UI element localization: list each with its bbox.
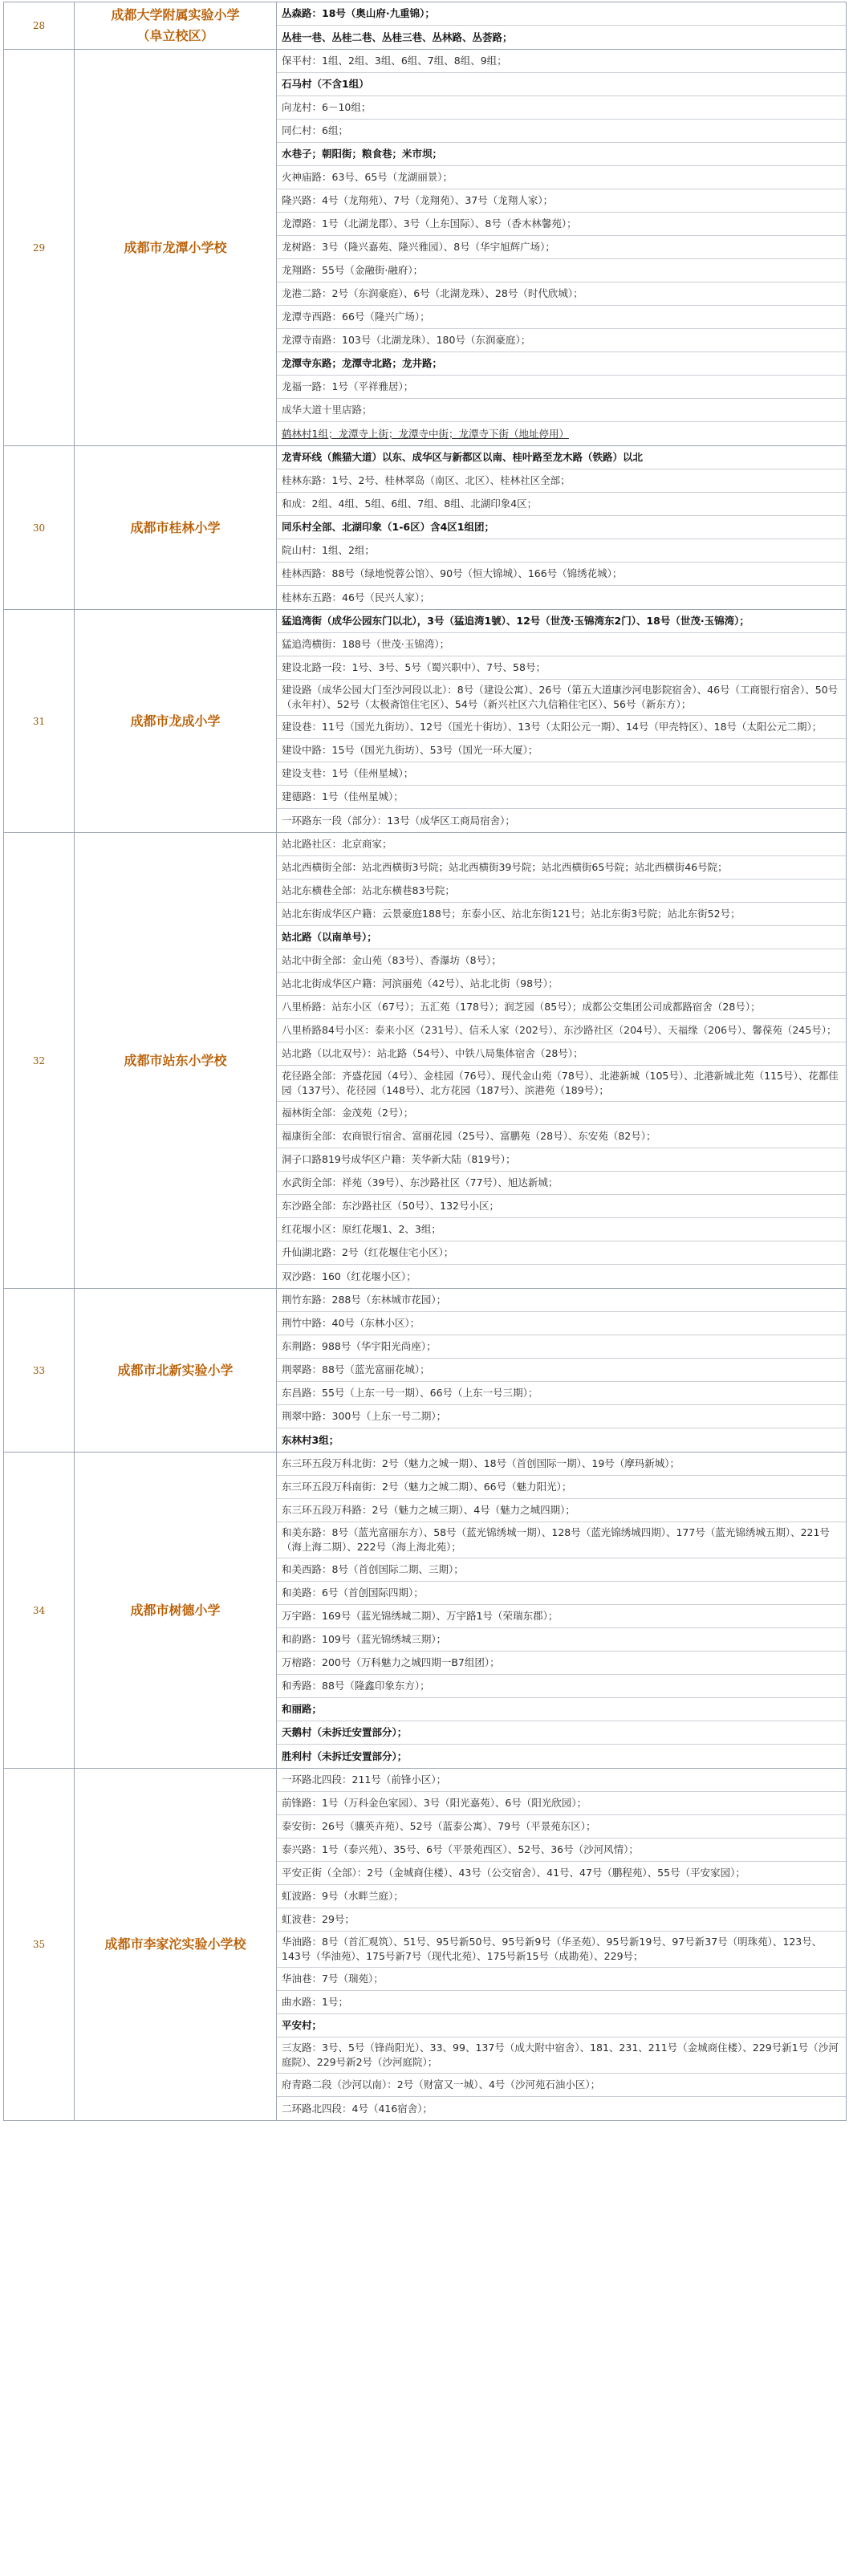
school-name [75, 2, 277, 50]
catchment-text: 荆竹中路：40号（东林小区）； [282, 1317, 420, 1329]
catchment-line [277, 1042, 846, 1066]
catchment-text: 龙港二路：2号（东润豪庭）、6号（北湖龙珠）、28号（时代欣城）； [282, 287, 583, 299]
catchment-area [277, 1289, 847, 1453]
catchment-line [277, 563, 846, 586]
catchment-text: 福林街全部：金茂苑（2号）； [282, 1107, 414, 1119]
table-row [4, 1769, 847, 2121]
catchment-text: 龙青环线（熊猫大道）以东、成华区与新都区以南、桂叶路至龙木路（铁路）以北 [282, 451, 644, 463]
catchment-line [277, 1405, 846, 1428]
catchment-line [277, 189, 846, 213]
school-name-line: 成都市李家沱实验小学校 [104, 1936, 246, 1952]
catchment-text: 八里桥路84号小区：泰来小区（231号）、信禾人家（202号）、东沙路社区（204号）、天福缘（206号）、馨葆苑（245号）； [282, 1024, 837, 1036]
catchment-text: 龙翔路：55号（金融街·融府）； [282, 264, 424, 276]
catchment-text: 龙福一路：1号（平祥雅居）； [282, 380, 414, 392]
catchment-text: 双沙路：160（红花堰小区）； [282, 1270, 416, 1282]
school-name [75, 1289, 277, 1453]
catchment-text: 泰兴路：1号（泰兴苑）、35号、6号（平景苑西区）、52号、36号（沙河风情）； [282, 1843, 639, 1855]
catchment-text: 东三环五段万科北街：2号（魅力之城一期）、18号（首创国际一期）、19号（摩玛新城）； [282, 1457, 680, 1469]
catchment-text: 院山村：1组、2组； [282, 544, 375, 556]
catchment-line [277, 50, 846, 73]
catchment-text: 龙潭路：1号（北湖龙郡）、3号（上东国际）、8号（香木林馨苑）； [282, 217, 577, 230]
catchment-line [277, 1605, 846, 1628]
catchment-line [277, 1991, 846, 2014]
catchment-line [277, 786, 846, 809]
catchment-line [277, 856, 846, 880]
catchment-text: 荆翠路：88号（蓝光富丽花城）； [282, 1363, 430, 1375]
school-name-line: 成都大学附属实验小学 [111, 7, 240, 22]
catchment-text: 建设中路：15号（国光九街坊）、53号（国光一环大厦）； [282, 744, 538, 756]
catchment-line [277, 949, 846, 973]
catchment-text: 三友路：3号、5号（锋尚阳光）、33、99、137号（成大附中宿舍）、181、231、211号（金城商住楼）、229号新1号（沙河庭院）、229号新2号（沙河庭院）； [282, 2042, 839, 2068]
catchment-text: 火神庙路：63号、65号（龙湖丽景）； [282, 171, 453, 183]
table-row [4, 610, 847, 833]
catchment-line [277, 446, 846, 469]
catchment-text: 桂林东路：1号、2号、桂林翠岛（南区、北区）、桂林社区全部； [282, 474, 571, 486]
row-number: 33 [4, 1289, 75, 1453]
catchment-text: 胜利村（未拆迁安置部分）； [282, 1749, 408, 1762]
catchment-text: 曲水路：1号； [282, 1996, 348, 2008]
catchment-line [277, 1792, 846, 1815]
catchment-text: 和秀路：88号（隆鑫印象东方）； [282, 1680, 430, 1692]
catchment-text: 保平村：1组、2组、3组、6组、7组、8组、9组； [282, 55, 507, 67]
school-name-line: 成都市树德小学 [130, 1602, 221, 1618]
catchment-line [277, 633, 846, 656]
school-name-line: 成都市北新实验小学 [117, 1362, 234, 1378]
catchment-text: 东林村3组； [282, 1433, 339, 1446]
table-row [4, 446, 847, 610]
school-name [75, 50, 277, 446]
school-district-table [3, 2, 847, 2121]
catchment-line [277, 1218, 846, 1241]
catchment-text: 站北东横巷全部：站北东横巷83号院； [282, 884, 455, 896]
table-body [4, 2, 847, 2121]
catchment-line [277, 610, 846, 633]
catchment-line [277, 1698, 846, 1721]
row-number: 29 [4, 50, 75, 446]
catchment-text: 同仁村：6组； [282, 124, 348, 136]
catchment-line [277, 2097, 846, 2120]
catchment-text: 和美东路：8号（蓝光富丽东方）、58号（蓝光锦绣城一期）、128号（蓝光锦绣城四期）、177号（蓝光锦绣城五期）、221号（海上海二期）、222号（海上海北苑）； [282, 1526, 830, 1553]
catchment-text: 红花堰小区：原红花堰1、2、3组； [282, 1223, 441, 1235]
catchment-line [277, 2074, 846, 2097]
catchment-line [277, 1721, 846, 1745]
catchment-text: 洞子口路819号成华区户籍：芙华新大陆（819号）； [282, 1153, 516, 1165]
catchment-text: 站北路（以南单号）； [282, 931, 377, 943]
catchment-text: 建设北路一段：1号、3号、5号（蜀兴职中）、7号、58号； [282, 661, 546, 673]
catchment-line [277, 2, 846, 26]
table-row [4, 2, 847, 50]
school-name [75, 610, 277, 833]
catchment-line [277, 143, 846, 166]
catchment-text: 和成：2组、4组、5组、6组、7组、8组、北湖印象4区； [282, 498, 538, 510]
catchment-text: 向龙村：6－10组； [282, 101, 372, 113]
catchment-line [277, 259, 846, 282]
catchment-line [277, 352, 846, 376]
school-name-line: 成都市桂林小学 [130, 519, 221, 535]
catchment-text: 荆竹东路：288号（东林城市花园）； [282, 1294, 447, 1306]
catchment-text: 站北西横街全部：站北西横街3号院；站北西横街39号院；站北西横街65号院；站北西横街46号院； [282, 861, 728, 873]
catchment-line [277, 1265, 846, 1288]
catchment-line [277, 1908, 846, 1932]
catchment-line [277, 1932, 846, 1968]
catchment-text: 华油路：8号（首汇观筑）、51号、95号新50号、95号新9号（华圣苑）、95号新19号、97号新37号（明珠苑）、123号、143号（华油苑）、175号新7号（现代北苑）、175号新15号（成勘苑）、229号； [282, 1936, 823, 1962]
catchment-text: 建德路：1号（佳州星城）； [282, 790, 404, 802]
catchment-line [277, 26, 846, 49]
catchment-text: 水武街全部：祥苑（39号）、东沙路社区（77号）、旭达新城； [282, 1176, 559, 1188]
catchment-text: 成华大道十里店路； [282, 404, 372, 416]
catchment-line [277, 1453, 846, 1476]
catchment-line [277, 236, 846, 259]
catchment-text: 花径路全部：齐盛花园（4号）、金桂园（76号）、现代金山苑（78号）、北港新城（105号）、北港新城北苑（115号）、花都佳园（137号）、花径园（148号）、北方花园（187号）、滨港苑（189号）； [282, 1070, 839, 1096]
catchment-line [277, 762, 846, 786]
catchment-line [277, 399, 846, 422]
catchment-text: 建设巷：11号（国光九街坊）、12号（国光十街坊）、13号（太阳公元一期）、14号（甲壳特区）、18号（太阳公元二期）； [282, 721, 823, 733]
catchment-line [277, 1102, 846, 1125]
table-row [4, 50, 847, 446]
catchment-line [277, 586, 846, 609]
catchment-line [277, 376, 846, 399]
catchment-line [277, 1195, 846, 1218]
school-name-line: 成都市龙潭小学校 [124, 239, 227, 255]
catchment-text: 桂林西路：88号（绿地悦蓉公馆）、90号（恒大锦城）、166号（锦绣花城）； [282, 567, 623, 579]
catchment-line [277, 1522, 846, 1558]
catchment-text: 猛追湾横街：188号（世茂·玉锦湾）； [282, 638, 450, 650]
catchment-line [277, 656, 846, 680]
table-row [4, 833, 847, 1289]
school-name [75, 1453, 277, 1769]
row-number: 31 [4, 610, 75, 833]
catchment-line [277, 903, 846, 926]
catchment-text: 桂林东五路：46号（民兴人家）； [282, 591, 430, 603]
catchment-area [277, 2, 847, 50]
catchment-line [277, 539, 846, 563]
catchment-line [277, 1148, 846, 1172]
catchment-line [277, 493, 846, 516]
catchment-text: 府青路二段（沙河以南）：2号（财富又一城）、4号（沙河苑石油小区）； [282, 2078, 601, 2090]
catchment-text: 东荆路：988号（华宇阳光尚座）； [282, 1340, 437, 1352]
catchment-line [277, 1428, 846, 1452]
catchment-text: 丛森路：18号（奥山府·九重锦）； [282, 7, 435, 19]
catchment-text: 东三环五段万科南街：2号（魅力之城二期）、66号（魅力阳光）； [282, 1481, 572, 1493]
row-number: 32 [4, 833, 75, 1289]
catchment-line [277, 1241, 846, 1265]
catchment-text: 建设支巷：1号（佳州星城）； [282, 767, 414, 779]
catchment-line [277, 880, 846, 903]
catchment-text: 站北北街成华区户籍：河滨丽苑（42号）、站北北街（98号）； [282, 977, 559, 989]
school-name-line: 成都市龙成小学 [130, 713, 221, 729]
catchment-line [277, 2014, 846, 2038]
school-name [75, 833, 277, 1289]
catchment-line [277, 1652, 846, 1675]
catchment-text: 虹波路：9号（水畔兰庭）； [282, 1890, 404, 1902]
catchment-line [277, 120, 846, 143]
catchment-line [277, 1359, 846, 1382]
catchment-line [277, 1582, 846, 1605]
catchment-text: 虹波巷：29号； [282, 1913, 355, 1925]
catchment-text: 升仙湖北路：2号（红花堰住宅小区）； [282, 1246, 454, 1258]
catchment-line [277, 833, 846, 856]
catchment-line [277, 469, 846, 493]
catchment-text: 万宇路：169号（蓝光锦绣城二期）、万宇路1号（荣瑞东郡）； [282, 1610, 559, 1622]
catchment-line [277, 1628, 846, 1652]
catchment-text: 东昌路：55号（上东一号一期）、66号（上东一号三期）； [282, 1387, 538, 1399]
catchment-line [277, 926, 846, 949]
catchment-line [277, 1815, 846, 1839]
catchment-text: 站北中街全部：金山苑（83号）、香瀑坊（8号）； [282, 954, 502, 966]
catchment-line [277, 1745, 846, 1768]
catchment-text: 建设路（成华公园大门至沙河段以北）：8号（建设公寓）、26号（第五大道康沙河电影院宿舍）、46号（工商银行宿舍）、50号（永年村）、52号（太极斋馆住宅区）、54号（新兴社区六九信箱住宅区）、56号（新东方）； [282, 684, 839, 710]
catchment-text: 石马村（不含1组） [282, 78, 369, 90]
catchment-line [277, 282, 846, 306]
catchment-text: 龙树路：3号（隆兴嘉苑、隆兴雅园）、8号（华宇旭辉广场）； [282, 241, 555, 253]
catchment-text: 水巷子；朝阳街；粮食巷；米市坝； [282, 148, 443, 160]
catchment-text: 东三环五段万科路：2号（魅力之城三期）、4号（魅力之城四期）； [282, 1504, 575, 1516]
catchment-area [277, 446, 847, 610]
catchment-text: 平安正街（全部）：2号（金城商住楼）、43号（公交宿舍）、41号、47号（鹏程苑）、55号（平安家园）； [282, 1867, 745, 1879]
catchment-line [277, 73, 846, 96]
school-name [75, 446, 277, 610]
catchment-line [277, 1172, 846, 1195]
catchment-area [277, 1453, 847, 1769]
catchment-line [277, 1382, 846, 1405]
catchment-line [277, 739, 846, 762]
catchment-text: 鹤林村1组；龙潭寺上街；龙潭寺中街；龙潭寺下街（地址停用） [282, 427, 569, 440]
catchment-text: 八里桥路：站东小区（67号）；五汇苑（178号）；润芝园（85号）；成都公交集团公司成都路宿舍（28号）； [282, 1001, 761, 1013]
catchment-text: 站北路（以北双号）：站北路（54号）、中铁八局集体宿舍（28号）； [282, 1047, 583, 1059]
catchment-line [277, 680, 846, 716]
row-number: 34 [4, 1453, 75, 1769]
row-number: 35 [4, 1769, 75, 2121]
catchment-line [277, 1839, 846, 1862]
catchment-area [277, 610, 847, 833]
catchment-text: 一环路东一段（部分）：13号（成华区工商局宿舍）； [282, 814, 515, 827]
catchment-line [277, 1312, 846, 1335]
catchment-area [277, 50, 847, 446]
catchment-line [277, 1968, 846, 1991]
row-number: 30 [4, 446, 75, 610]
catchment-area [277, 1769, 847, 2121]
catchment-line [277, 1499, 846, 1522]
catchment-text: 泰安街：26号（骧英卉苑）、52号（蓝泰公寓）、79号（平景苑东区）； [282, 1820, 596, 1832]
catchment-text: 一环路北四段：211号（前锋小区）； [282, 1774, 447, 1786]
catchment-line [277, 809, 846, 832]
catchment-line [277, 996, 846, 1019]
catchment-line [277, 516, 846, 539]
catchment-text: 华油巷：7号（瑞苑）； [282, 1973, 384, 1985]
school-name-line: 成都市站东小学校 [124, 1052, 227, 1068]
catchment-line [277, 1476, 846, 1499]
catchment-line [277, 329, 846, 352]
catchment-line [277, 973, 846, 996]
catchment-text: 猛追湾街（成华公园东门以北），3号（猛追湾1號）、12号（世茂·玉锦湾东2门）、18号（世茂·玉锦湾）； [282, 615, 749, 627]
catchment-line [277, 96, 846, 120]
table-row [4, 1453, 847, 1769]
catchment-text: 万榕路：200号（万科魅力之城四期一B7组团）； [282, 1656, 500, 1668]
catchment-text: 龙潭寺东路；龙潭寺北路；龙井路； [282, 357, 443, 369]
catchment-line [277, 1335, 846, 1359]
catchment-text: 二环路北四段：4号（416宿舍）； [282, 2102, 433, 2115]
catchment-text: 天鹅村（未拆迁安置部分）； [282, 1726, 408, 1738]
catchment-line [277, 2038, 846, 2074]
school-name-line: （阜立校区） [136, 28, 214, 43]
catchment-text: 站北路社区：北京商家； [282, 838, 392, 850]
catchment-text: 同乐村全部、北湖印象（1-6区）含4区1组团； [282, 521, 494, 533]
catchment-text: 平安村； [282, 2019, 323, 2031]
catchment-text: 龙潭寺西路：66号（隆兴广场）； [282, 311, 430, 323]
catchment-text: 站北东街成华区户籍：云景豪庭188号；东泰小区、站北东街121号；站北东街3号院；站北东街52号； [282, 908, 741, 920]
catchment-line [277, 1675, 846, 1698]
catchment-line [277, 1066, 846, 1102]
catchment-text: 丛桂一巷、丛桂二巷、丛桂三巷、丛林路、丛荟路； [282, 30, 513, 43]
catchment-text: 东沙路全部：东沙路社区（50号）、132号小区； [282, 1200, 500, 1212]
catchment-line [277, 716, 846, 739]
catchment-line [277, 1769, 846, 1792]
catchment-text: 龙潭寺南路：103号（北湖龙珠）、180号（东润豪庭）； [282, 334, 531, 346]
school-name [75, 1769, 277, 2121]
catchment-text: 和韵路：109号（蓝光锦绣城三期）； [282, 1633, 447, 1645]
catchment-text: 和丽路； [282, 1703, 323, 1715]
table-row [4, 1289, 847, 1453]
catchment-line [277, 422, 846, 445]
catchment-area [277, 833, 847, 1289]
catchment-line [277, 1885, 846, 1908]
catchment-text: 和美西路：8号（首创国际二期、三期）； [282, 1563, 464, 1575]
catchment-line [277, 1558, 846, 1582]
catchment-line [277, 1125, 846, 1148]
catchment-text: 福康街全部：农商银行宿舍、富丽花园（25号）、富鹏苑（28号）、东安苑（82号）； [282, 1130, 656, 1142]
catchment-text: 荆翠中路：300号（上东一号二期）； [282, 1410, 447, 1422]
catchment-line [277, 166, 846, 189]
catchment-line [277, 1862, 846, 1885]
catchment-line [277, 1289, 846, 1312]
catchment-line [277, 1019, 846, 1042]
catchment-text: 前锋路：1号（万科金色家园）、3号（阳光嘉苑）、6号（阳光欣园）； [282, 1797, 587, 1809]
catchment-line [277, 306, 846, 329]
catchment-line [277, 213, 846, 236]
catchment-text: 隆兴路：4号（龙翔苑）、7号（龙翔苑）、37号（龙翔人家）； [282, 194, 554, 206]
row-number: 28 [4, 2, 75, 50]
catchment-text: 和美路：6号（首创国际四期）； [282, 1587, 424, 1599]
